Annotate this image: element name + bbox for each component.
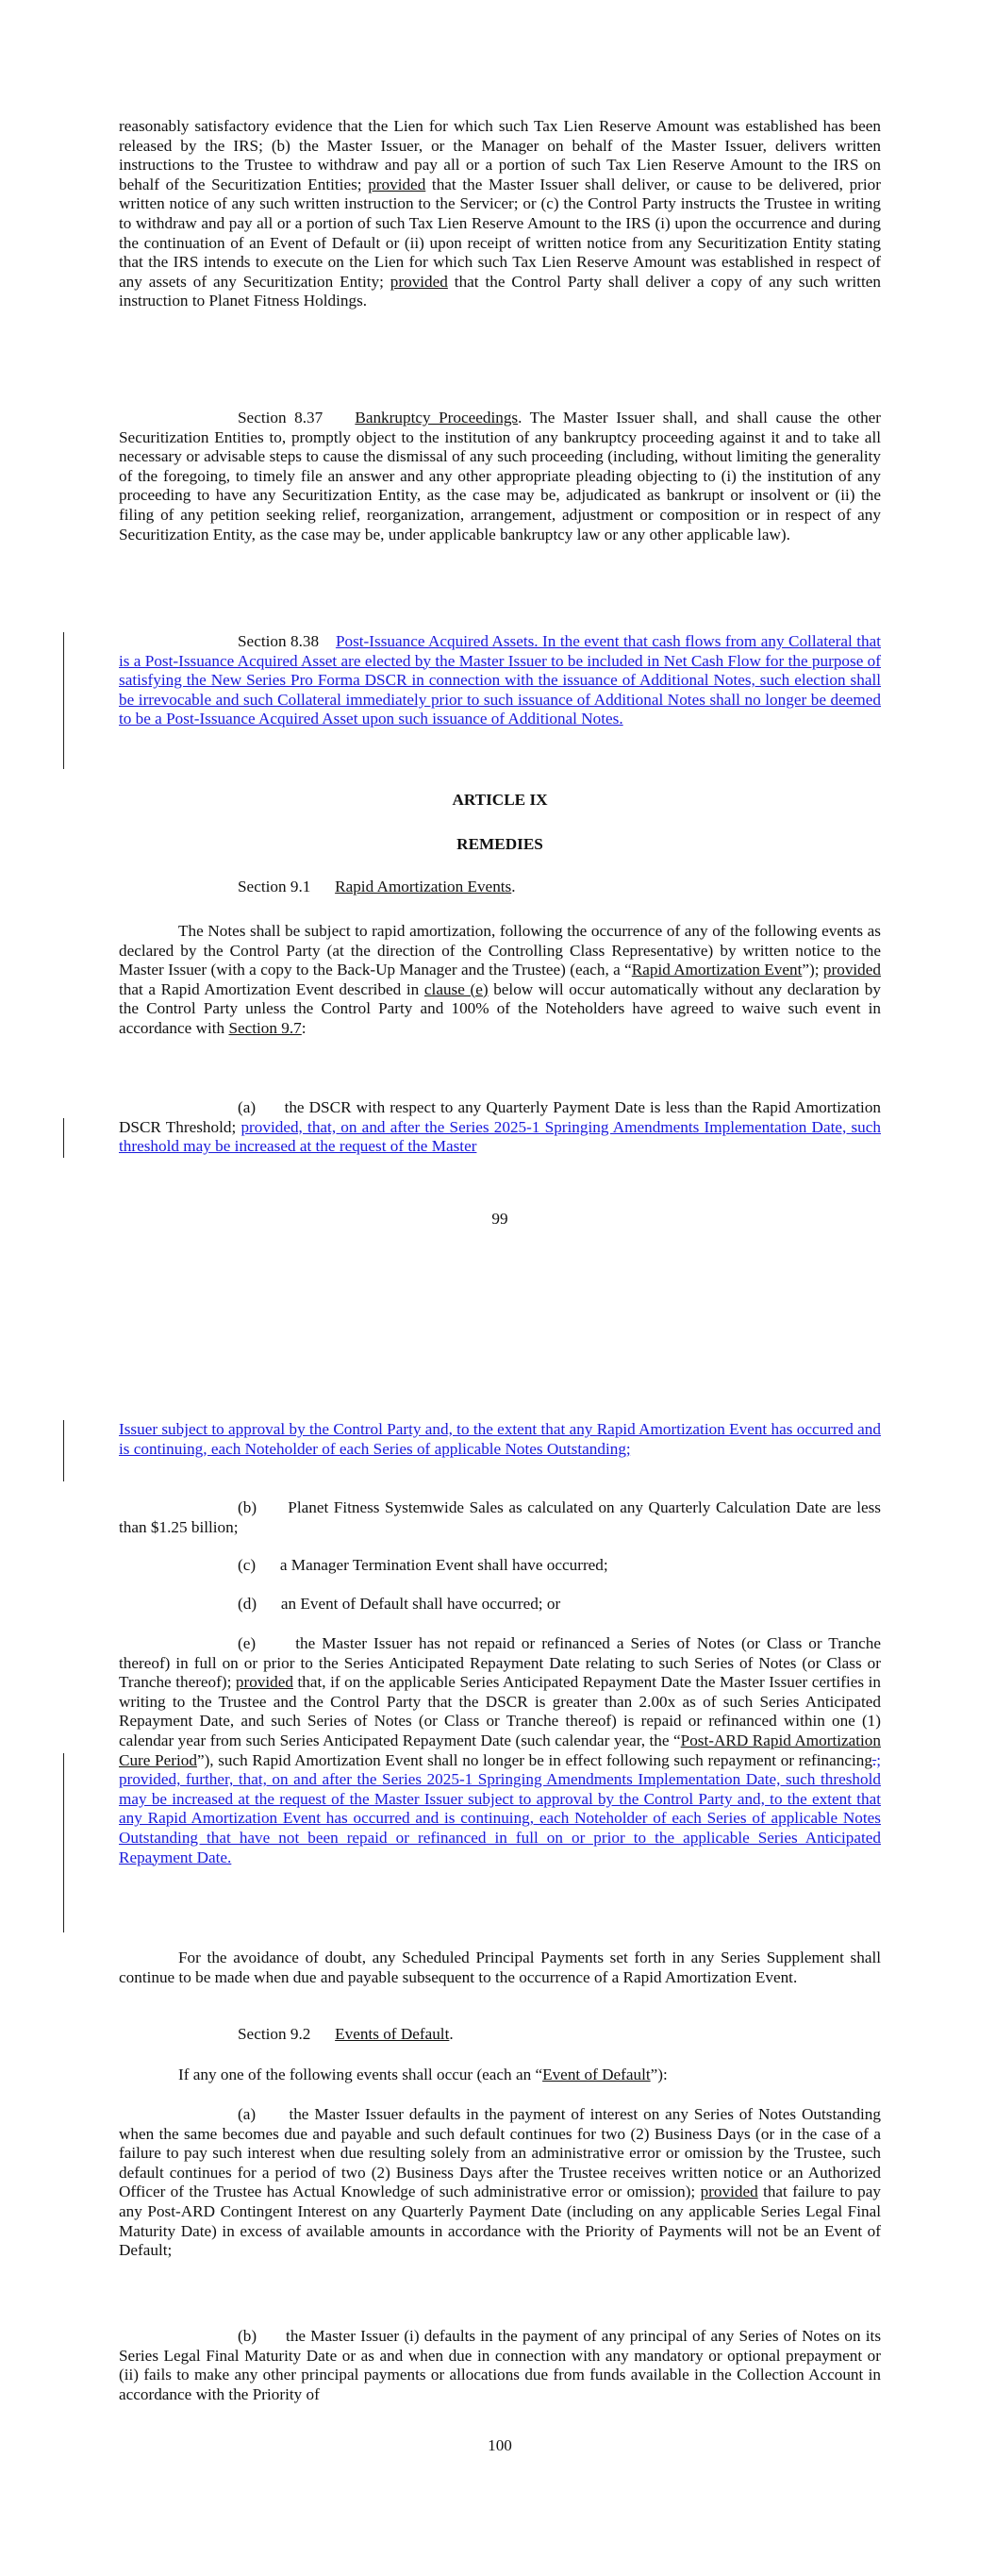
rapid-amortization-item-b: (b) Planet Fitness Systemwide Sales as calculated on any Quarterly Calculation Date are less than $1.25 billion; [119, 1498, 881, 1536]
section-title: Rapid Amortization Events [335, 878, 512, 895]
section-8-38 [119, 632, 881, 729]
item-label: (b) [238, 2327, 257, 2345]
paragraph-events-of-default-intro: If any one of the following events shall occur (each an “Event of Default”): [178, 2066, 668, 2083]
section-9-2: Section 9.2 Events of Default. [238, 2025, 454, 2043]
paragraph-rapid-amortization: The Notes shall be subject to rapid amortization, following the occurrence of any of the following events as declared by the Control Party (at the direction of the Controlling Class Representative) by written notice to the Master Issuer (with a copy to the Back-Up Manager and the Trustee) (each, a “Rapid Amortization Event”); provided that a Rapid Amortization Event described in clause (e) below will occur automatically without any declaration by the Control Party unless the Control Party and 100% of the Noteholders have agreed to waive such event in accordance with Section 9.7: [119, 922, 882, 1037]
section-label: Section 8.38 [238, 632, 320, 650]
rapid-amortization-item-a-continued [119, 1420, 881, 1459]
inserted-text: ; provided, further, that, on and after the Series 2025-1 Springing Amendments Implementation Date, such threshold may be increased at the request of the Master Issuer subject to approval by the Control Party and, to the extent that any Rapid Amortization Event has occurred and is continuing, each Noteholder of each Series of applicable Notes Outstanding that have not been repaid or refinanced in full on or prior to the applicable Series Anticipated Repayment Date. [119, 1750, 881, 1866]
section-8-37: Section 8.37 Bankruptcy Proceedings. The Master Issuer shall, and shall cause the other Securitization Entities to, promptly object to the institution of any bankruptcy proceeding against it and to take all necessary or advisable steps to cause the dismissal of any such proceeding (including, without limiting the generality of the foregoing, to timely file an answer and any other appropriate pleading objecting to (i) the institution of any proceeding to have any Securitization Entity, as the case may be, adjudicated as bankrupt or insolvent or (ii) the filing of any petition seeking relief, reorganization, arrangement, adjustment or composition or in respect of any Securitization Entity, as the case may be, under applicable bankruptcy law or any other applicable law). [119, 409, 882, 544]
change-bar [63, 1753, 64, 1932]
event-of-default-item-b: (b) the Master Issuer (i) defaults in the payment of any principal of any Series of Notes on its Series Legal Final Maturity Date or as and when due in connection with any mandatory or optional prepayment or (ii) fails to make any other principal payments or allocations due from funds available in the Collection Account in accordance with the Priority of [119, 2327, 882, 2403]
change-bar [63, 1118, 64, 1158]
section-title: Events of Default [335, 2025, 450, 2043]
rapid-amortization-item-a: (a) the DSCR with respect to any Quarterly Payment Date is less than the Rapid Amortization DSCR Threshold; provided, that, on and after the Series 2025-1 Springing Amendments Implementation Date, such threshold may be increased at the request of the Master [119, 1098, 882, 1156]
page-number: 100 [488, 2436, 512, 2454]
page-number: 99 [491, 1210, 508, 1228]
rapid-amortization-item-e: (e) the Master Issuer has not repaid or refinanced a Series of Notes (or Class or Tranche thereof) in full on or prior to the Series Anticipated Repayment Date relating to such Series of Notes (or Class or Tranche thereof); provided that, if on the applicable Series Anticipated Repayment Date the Master Issuer certifies in writing to the Trustee and the Control Party that the DSCR is greater than 2.00x as of such Series Anticipated Repayment Date, and such Series of Notes (or Class or Tranche thereof) is repaid or refinanced within one (1) calendar year from such Series Anticipated Repayment Date (such calendar year, the “Post-ARD Rapid Amortization Cure Period”), such Rapid Amortization Event shall no longer be in effect following such repayment or refinancing.; provided, further, that, on and after the Series 2025-1 Springing Amendments Implementation Date, such threshold may be increased at the request of the Master Issuer subject to approval by the Control Party and, to the extent that any Rapid Amortization Event has occurred and is continuing, each Noteholder of each Series of applicable Notes Outstanding that have not been repaid or refinanced in full on or prior to the applicable Series Anticipated Repayment Date. [119, 1634, 881, 1866]
section-label: Section 8.37 [238, 409, 323, 427]
inserted-text: Post-Issuance Acquired Assets. In the event that cash flows from any Collateral that is a Post-Issuance Acquired Asset are elected by the Master Issuer to be included in Net Cash Flow for the purpose of satisfying the New Series Pro Forma DSCR in connection with the issuance of Additional Notes, such election shall be irrevocable and such Collateral immediately prior to such issuance of Additional Notes shall no longer be deemed to be a Post-Issuance Acquired Asset upon such issuance of Additional Notes. [119, 632, 881, 728]
article-heading: ARTICLE IX [452, 791, 548, 809]
article-title: REMEDIES [456, 835, 543, 853]
change-bar [63, 632, 64, 769]
section-label: Section 9.1 [238, 878, 311, 895]
event-of-default-item-a: (a) the Master Issuer defaults in the payment of interest on any Series of Notes Outstanding when the same becomes due and payable and such default continues for two (2) Business Days (or in the case of a failure to pay such interest when due resulting solely from an administrative error or omission by the Trustee, such default continues for a period of two (2) Business Days after the Trustee receives written notice or an Authorized Officer of the Trustee has Actual Knowledge of such administrative error or omission); provided that failure to pay any Post-ARD Contingent Interest on any Quarterly Payment Date (including on any applicable Series Legal Final Maturity Date) in excess of available amounts in accordance with the Priority of Payments will not be an Event of Default; [119, 2105, 881, 2260]
paragraph-tax-lien-reserve: reasonably satisfactory evidence that the Lien for which such Tax Lien Reserve Amount was established has been released by the IRS; (b) the Master Issuer, or the Manager on behalf of the Master Issuer, delivers written instructions to the Trustee to withdraw and pay all or a portion of such Tax Lien Reserve Amount to the IRS on behalf of the Securitization Entities; provided that the Master Issuer shall deliver, or cause to be delivered, prior written notice of any such written instruction to the Servicer; or (c) the Control Party instructs the Trustee in writing to withdraw and pay all or a portion of such Tax Lien Reserve Amount to the IRS (i) upon the occurrence and during the continuation of an Event of Default or (ii) upon receipt of written notice from any Securitization Entity stating that the IRS intends to execute on the Lien for which such Tax Lien Reserve Amount was established in respect of any assets of any Securitization Entity; provided that the Control Party shall deliver a copy of any such written instruction to Planet Fitness Holdings. [119, 117, 881, 310]
item-label: (a) [238, 2105, 257, 2123]
rapid-amortization-item-d: (d) an Event of Default shall have occurred; or [238, 1595, 561, 1613]
page-100 [0, 1326, 995, 2576]
inserted-text: provided, that, on and after the Series 2025-1 Springing Amendments Implementation Date, such threshold may be increased at the request of the Master [119, 1117, 881, 1156]
inserted-text: Issuer subject to approval by the Control Party and, to the extent that any Rapid Amortization Event has occurred and is continuing, each Noteholder of each Series of applicable Notes Outstanding; [119, 1420, 881, 1458]
item-label: (c) [238, 1556, 257, 1574]
section-9-1: Section 9.1 Rapid Amortization Events. [238, 878, 516, 895]
section-title: Bankruptcy Proceedings [355, 409, 519, 427]
deleted-text: . [871, 1750, 877, 1769]
section-label: Section 9.2 [238, 2025, 311, 2043]
item-label: (b) [238, 1498, 257, 1516]
item-label: (d) [238, 1595, 257, 1613]
item-label: (e) [238, 1634, 257, 1652]
rapid-amortization-item-c: (c) a Manager Termination Event shall have occurred; [238, 1556, 608, 1574]
paragraph-avoidance-of-doubt: For the avoidance of doubt, any Scheduled Principal Payments set forth in any Series Supplement shall continue to be made when due and payable subsequent to the occurrence of a Rapid Amortization Event. [119, 1949, 881, 1986]
change-bar [63, 1420, 64, 1481]
item-label: (a) [238, 1098, 257, 1116]
